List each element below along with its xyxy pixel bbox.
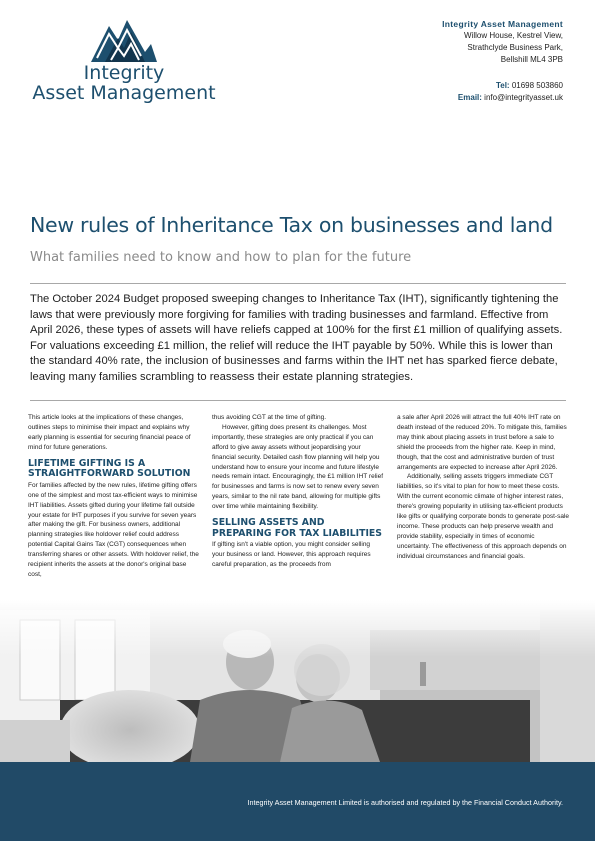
phone-number[interactable]: 01698 503860 <box>511 81 563 90</box>
logo-text-line1: Integrity <box>83 62 165 84</box>
divider-top <box>30 283 566 284</box>
col1-paragraph-2: For families affected by the new rules, lifetime gifting offers one of the simplest and most tax-efficient ways to minimise IHT liabilities. Assets gifted during your lifetime fall outside your estate for IHT purposes if you survive for seven years after making the gift. For business owners, additional planning strategies like holdover relief could address potential Capital Gains Tax (CGT) consequences when transferring shares or other assets. With holdover relief, the recipient inherits the assets at the donor's original base cost, <box>28 481 199 578</box>
contact-company-name: Integrity Asset Management <box>442 19 563 29</box>
contact-block <box>442 18 563 104</box>
phone-label: Tel: <box>495 81 510 90</box>
heading-lifetime-gifting: LIFETIME GIFTING IS A STRAIGHTFORWARD SOLUTION <box>28 457 191 480</box>
col2-paragraph-1: thus avoiding CGT at the time of gifting. <box>212 414 327 421</box>
intro-paragraph: The October 2024 Budget proposed sweeping changes to Inheritance Tax (IHT), significantly tightening the laws that were previously more forgiving for families with trading businesses and farmland. Effective from April 2026, these types of assets will have reliefs capped at 100% for the first £1 million of qualifying assets. For valuations exceeding £1 million, the relief will reduce the IHT payable by 50%. While this is lower than the standard 40% rate, the inclusion of businesses and farms within the IHT net has sparked fierce debate, leaving many families scrambling to reassess their estate planning strategies. <box>30 293 563 383</box>
address-line-1: Willow House, Kestrel View, <box>464 31 563 40</box>
company-logo <box>24 18 224 104</box>
address-line-2: Strathclyde Business Park, <box>467 43 563 52</box>
article-column-2 <box>212 413 384 570</box>
page-subtitle: What families need to know and how to plan for the future <box>30 250 412 265</box>
col3-paragraph-1: a sale after April 2026 will attract the full 40% IHT rate on death instead of the reduced 20%. To mitigate this, families may think about placing assets in trust before a sale to shield the proceeds from the higher rate. Keep in mind, though, that the cost and administrative burden of trust arrangements are expected to increase after April 2026. <box>397 414 567 471</box>
article-column-1 <box>28 413 200 580</box>
phone-line <box>442 80 563 92</box>
couple-photo <box>0 600 595 762</box>
divider-bottom <box>30 400 566 401</box>
article-column-3 <box>397 413 569 562</box>
col2-paragraph-2: However, gifting does present its challenges. Most importantly, these strategies are only practical if you can afford to give away assets without jeopardising your financial security. Detailed cash flow planning will help you understand how to ensure your income and future lifestyle needs remain intact. Encouragingly, the £1 million IHT relief for businesses and farms is now set to renew every seven years, similar to the nil rate band, allowing for multiple gifts over time while maintaining flexibility. <box>212 423 384 511</box>
heading-selling-assets: SELLING ASSETS AND PREPARING FOR TAX LIABILITIES <box>212 517 382 539</box>
col1-paragraph-1: This article looks at the implications of these changes, outlines steps to minimise their impact and explains why early planning is essential for securing financial peace of mind for future generations. <box>28 414 191 451</box>
couple-photo-illustration <box>0 600 595 762</box>
footer-regulatory-text: Integrity Asset Management Limited is authorised and regulated by the Financial Conduct Authority. <box>247 798 563 807</box>
col2-paragraph-3: If gifting isn't a viable option, you might consider selling your business or land. However, this approach requires careful preparation, as the proceeds from <box>212 541 371 569</box>
footer-bar <box>0 762 595 841</box>
address-line-3: Bellshill ML4 3PB <box>500 55 563 64</box>
logo-text-line2: Asset Management <box>32 81 216 104</box>
email-label: Email: <box>457 93 482 102</box>
page-title: New rules of Inheritance Tax on businesses and land <box>30 213 553 237</box>
email-link[interactable]: info@integrityasset.uk <box>484 93 563 102</box>
email-line <box>442 92 563 104</box>
mountain-logo-icon <box>91 18 157 62</box>
col3-paragraph-2: Additionally, selling assets triggers immediate CGT liabilities, so it's vital to plan for how to meet these costs. With the current economic climate of higher interest rates, there's growing popularity in utilising tax-efficient products like gifts or qualifying corporate bonds to generate post-sale income. These products can help preserve wealth and provide stability, especially in times of economic uncertainty. The effectiveness of this approach depends on individual circumstances and financial goals. <box>397 473 569 560</box>
